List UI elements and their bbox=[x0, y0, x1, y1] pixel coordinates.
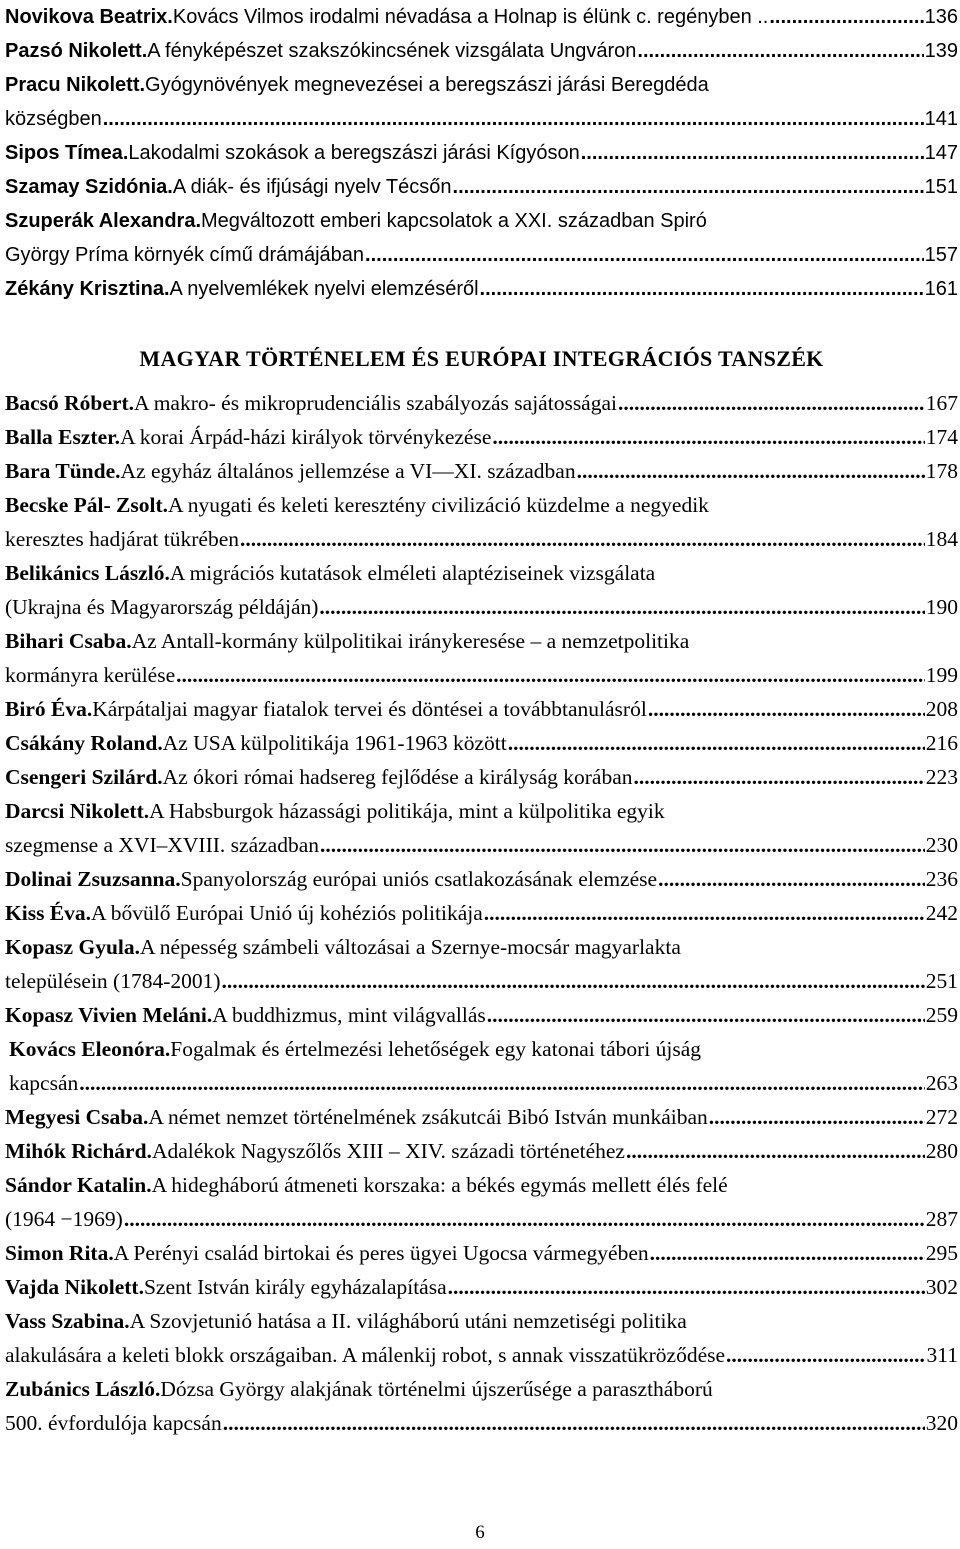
toc-page-number: 184 bbox=[925, 527, 958, 551]
toc-leader-dots bbox=[79, 1066, 925, 1100]
toc-title: A fényképészet szakszókincsének vizsgálata Ungváron bbox=[147, 40, 637, 62]
toc-page-number: 295 bbox=[925, 1241, 958, 1265]
toc-title-continued: alakulására a keleti blokk országaiban. A málenkij robot, s annak visszatükröződése bbox=[5, 1343, 726, 1367]
toc-title: Megváltozott emberi kapcsolatok a XXI. században Spiró bbox=[201, 210, 707, 232]
toc-page-number: 161 bbox=[924, 278, 958, 300]
toc-author: Simon Rita. bbox=[5, 1241, 114, 1265]
toc-title: A migrációs kutatások elméleti alaptéziseinek vizsgálata bbox=[169, 561, 656, 585]
toc-author: Csengeri Szilárd. bbox=[5, 765, 163, 789]
toc-title: A német nemzet történelmének zsákutcái Bibó István munkáiban bbox=[148, 1105, 708, 1129]
toc-leader-dots bbox=[222, 964, 925, 998]
toc-entry-line bbox=[5, 420, 958, 454]
toc-author: Kopasz Gyula. bbox=[5, 935, 140, 959]
toc-entry-line bbox=[5, 34, 958, 68]
toc-title-continued: keresztes hadjárat tükrében bbox=[5, 527, 239, 551]
toc-entry-line bbox=[5, 488, 958, 522]
toc-entry-line bbox=[5, 760, 958, 794]
toc-page-number: 216 bbox=[925, 731, 958, 755]
toc-title: Kovács Vilmos irodalmi névadása a Holnap is élünk c. regényben .. bbox=[172, 6, 769, 28]
toc-author: Sándor Katalin. bbox=[5, 1173, 152, 1197]
toc-page-number: 167 bbox=[925, 391, 958, 415]
toc-leader-dots bbox=[769, 0, 923, 34]
toc-title: Szent István király egyházalapítása bbox=[143, 1275, 447, 1299]
toc-page-number: 280 bbox=[925, 1139, 958, 1163]
toc-page-number: 151 bbox=[924, 176, 958, 198]
page-number: 6 bbox=[475, 1522, 485, 1543]
toc-entry-line bbox=[5, 998, 958, 1032]
toc-title: Az Antall-kormány külpolitikai iránykeresése – a nemzetpolitika bbox=[131, 629, 690, 653]
toc-title-continued: településein (1784-2001) bbox=[5, 969, 221, 993]
toc-entry-line bbox=[5, 170, 958, 204]
toc-entry-line bbox=[5, 964, 958, 998]
toc-author: Darcsi Nikolett. bbox=[5, 799, 150, 823]
toc-title: Gyógynövények megnevezései a beregszászi járási Beregdéda bbox=[145, 74, 709, 96]
toc-entry-line bbox=[5, 1134, 958, 1168]
toc-entry-line bbox=[5, 1032, 958, 1066]
toc-author: Biró Éva. bbox=[5, 697, 93, 721]
toc-entry-line bbox=[5, 726, 958, 760]
toc-title: A Habsburgok házassági politikája, mint a külpolitika egyik bbox=[149, 799, 665, 823]
toc-title: A népesség számbeli változásai a Szernye-mocsár magyarlakta bbox=[140, 935, 681, 959]
toc-entry-line bbox=[5, 238, 958, 272]
toc-entry-line bbox=[5, 68, 958, 102]
toc-leader-dots bbox=[658, 862, 925, 896]
toc-leader-dots bbox=[508, 726, 925, 760]
toc-entry-line bbox=[5, 590, 958, 624]
toc-title-continued: György Príma környék című drámájában bbox=[5, 244, 365, 266]
toc-leader-dots bbox=[103, 102, 924, 136]
toc-page-number: 223 bbox=[925, 765, 958, 789]
toc-leader-dots bbox=[223, 1406, 925, 1440]
toc-title-continued: községben bbox=[5, 108, 102, 130]
toc-author: Bara Tünde. bbox=[5, 459, 121, 483]
toc-leader-dots bbox=[480, 272, 924, 306]
toc-author: Bacsó Róbert. bbox=[5, 391, 134, 415]
toc-author: Szuperák Alexandra. bbox=[5, 210, 202, 232]
toc-entry-line bbox=[5, 102, 958, 136]
toc-author: Becske Pál- Zsolt. bbox=[5, 493, 169, 517]
toc-page-number: 139 bbox=[924, 40, 958, 62]
toc-leader-dots bbox=[176, 658, 925, 692]
toc-author: Pazsó Nikolett. bbox=[5, 40, 148, 62]
toc-author: Sipos Tímea. bbox=[5, 142, 129, 164]
toc-leader-dots bbox=[637, 34, 923, 68]
toc-title-continued: 500. évfordulója kapcsán bbox=[5, 1411, 222, 1435]
toc-author: Kopasz Vivien Meláni. bbox=[5, 1003, 213, 1027]
toc-entry-line bbox=[5, 1338, 958, 1372]
toc-page-number: 242 bbox=[925, 901, 958, 925]
toc-page-number: 236 bbox=[925, 867, 958, 891]
toc-leader-dots bbox=[124, 1202, 925, 1236]
toc-author: Belikánics László. bbox=[5, 561, 170, 585]
toc-title-continued: (1964 −1969) bbox=[5, 1207, 123, 1231]
toc-entry-line bbox=[5, 794, 958, 828]
toc-leader-dots bbox=[484, 896, 925, 930]
toc-leader-dots bbox=[581, 136, 924, 170]
toc-title: A buddhizmus, mint világvallás bbox=[212, 1003, 486, 1027]
toc-title: Kárpátaljai magyar fiatalok tervei és döntései a továbbtanulásról bbox=[92, 697, 647, 721]
toc-entry-line bbox=[5, 1066, 958, 1100]
toc-author: Szamay Szidónia. bbox=[5, 176, 173, 198]
toc-author: Vajda Nikolett. bbox=[5, 1275, 144, 1299]
toc-entry-line bbox=[5, 1270, 958, 1304]
toc-title: A makro- és mikroprudenciális szabályozás sajátosságai bbox=[133, 391, 617, 415]
toc-entry-line bbox=[5, 862, 958, 896]
toc-page-number: 136 bbox=[924, 6, 958, 28]
toc-page-number: 190 bbox=[925, 595, 958, 619]
toc-title: Az USA külpolitikája 1961-1963 között bbox=[162, 731, 507, 755]
toc-page-number: 320 bbox=[925, 1411, 958, 1435]
toc-author: Kiss Éva. bbox=[5, 901, 92, 925]
toc-entry-line bbox=[5, 272, 958, 306]
toc-title-continued: (Ukrajna és Magyarország példáján) bbox=[5, 595, 319, 619]
toc-page-number: 174 bbox=[925, 425, 958, 449]
toc-title: Az ókori római hadsereg fejlődése a királyság korában bbox=[162, 765, 633, 789]
toc-page-number: 178 bbox=[925, 459, 958, 483]
toc-title: Fogalmak és értelmezési lehetőségek egy katonai tábori újság bbox=[170, 1037, 701, 1061]
toc-leader-dots bbox=[453, 170, 924, 204]
toc-author: Zékány Krisztina. bbox=[5, 278, 170, 300]
toc-page-number: 141 bbox=[924, 108, 958, 130]
toc-entry-line bbox=[5, 896, 958, 930]
toc-entry-line bbox=[5, 1406, 958, 1440]
toc-title: Adalékok Nagyszőlős XIII – XIV. századi történetéhez bbox=[151, 1139, 625, 1163]
toc-title: A Perényi család birtokai és peres ügyei Ugocsa vármegyében bbox=[113, 1241, 649, 1265]
toc-title-continued: kormányra kerülése bbox=[5, 663, 176, 687]
toc-author: Csákány Roland. bbox=[5, 731, 163, 755]
toc-title: A nyugati és keleti keresztény civilizáció küzdelme a negyedik bbox=[168, 493, 709, 517]
table-of-contents bbox=[5, 0, 958, 1440]
toc-entry-line bbox=[5, 0, 958, 34]
toc-leader-dots bbox=[577, 454, 925, 488]
toc-leader-dots bbox=[492, 420, 924, 454]
toc-entry-line bbox=[5, 1372, 958, 1406]
toc-leader-dots bbox=[319, 590, 924, 624]
toc-author: Balla Eszter. bbox=[5, 425, 121, 449]
toc-page-number: 147 bbox=[924, 142, 958, 164]
toc-entry-line bbox=[5, 828, 958, 862]
toc-leader-dots bbox=[240, 522, 925, 556]
toc-leader-dots bbox=[448, 1270, 925, 1304]
toc-entry-line bbox=[5, 454, 958, 488]
toc-title: Az egyház általános jellemzése a VI—XI. században bbox=[120, 459, 576, 483]
toc-title: Spanyolország európai uniós csatlakozásának elemzése bbox=[180, 867, 658, 891]
toc-entry-line bbox=[5, 556, 958, 590]
toc-page-number: 287 bbox=[925, 1207, 958, 1231]
toc-entry-line bbox=[5, 1236, 958, 1270]
toc-page-number: 272 bbox=[925, 1105, 958, 1129]
toc-entry-line bbox=[5, 1304, 958, 1338]
toc-author: Megyesi Csaba. bbox=[5, 1105, 149, 1129]
toc-author: Bihari Csaba. bbox=[5, 629, 132, 653]
toc-entry-line bbox=[5, 624, 958, 658]
toc-title: A hidegháború átmeneti korszaka: a békés egymás mellett élés felé bbox=[151, 1173, 728, 1197]
toc-leader-dots bbox=[726, 1338, 926, 1372]
section-heading: MAGYAR TÖRTÉNELEM ÉS EURÓPAI INTEGRÁCIÓS TANSZÉK bbox=[139, 346, 824, 371]
toc-page-number: 157 bbox=[924, 244, 958, 266]
toc-author: Vass Szabina. bbox=[5, 1309, 130, 1333]
toc-title: A Szovjetunió hatása a II. világháború utáni nemzetiségi politika bbox=[129, 1309, 687, 1333]
toc-leader-dots bbox=[634, 760, 925, 794]
toc-title: A nyelvemlékek nyelvi elemzéséről bbox=[169, 278, 479, 300]
toc-page-number: 199 bbox=[925, 663, 958, 687]
toc-author: Pracu Nikolett. bbox=[5, 74, 146, 96]
toc-page-number: 208 bbox=[925, 697, 958, 721]
toc-leader-dots bbox=[618, 386, 925, 420]
toc-author: Novikova Beatrix. bbox=[5, 6, 173, 28]
toc-title: Dózsa György alakjának történelmi újszerűsége a parasztháború bbox=[160, 1377, 713, 1401]
toc-page-number: 230 bbox=[925, 833, 958, 857]
toc-page-number: 263 bbox=[925, 1071, 958, 1095]
toc-entry-line bbox=[5, 658, 958, 692]
toc-title: A diák- és ifjúsági nyelv Técsőn bbox=[172, 176, 452, 198]
toc-entry-line bbox=[5, 1168, 958, 1202]
toc-entry-line bbox=[5, 692, 958, 726]
toc-entry-line bbox=[5, 386, 958, 420]
toc-author: Kovács Eleonóra. bbox=[9, 1037, 171, 1061]
toc-page-number: 302 bbox=[925, 1275, 958, 1299]
toc-author: Dolinai Zsuzsanna. bbox=[5, 867, 181, 891]
toc-entry-line bbox=[5, 522, 958, 556]
toc-author: Zubánics László. bbox=[5, 1377, 161, 1401]
toc-leader-dots bbox=[648, 692, 925, 726]
toc-author: Mihók Richárd. bbox=[5, 1139, 152, 1163]
toc-title: A korai Árpád-házi királyok törvénykezése bbox=[120, 425, 492, 449]
toc-entry-line bbox=[5, 204, 958, 238]
toc-leader-dots bbox=[487, 998, 925, 1032]
toc-title-continued: kapcsán bbox=[9, 1071, 79, 1095]
toc-entry-line bbox=[5, 1100, 958, 1134]
toc-leader-dots bbox=[650, 1236, 925, 1270]
toc-leader-dots bbox=[709, 1100, 925, 1134]
toc-leader-dots bbox=[365, 238, 924, 272]
toc-page-number: 259 bbox=[925, 1003, 958, 1027]
toc-title: A bővülő Európai Unió új kohéziós politikája bbox=[91, 901, 483, 925]
toc-leader-dots bbox=[320, 828, 925, 862]
toc-entry-line bbox=[5, 930, 958, 964]
toc-page-number: 311 bbox=[926, 1343, 958, 1367]
toc-entry-line bbox=[5, 136, 958, 170]
toc-page-number: 251 bbox=[925, 969, 958, 993]
toc-title: Lakodalmi szokások a beregszászi járási Kígyóson bbox=[128, 142, 580, 164]
toc-entry-line bbox=[5, 1202, 958, 1236]
toc-title-continued: szegmense a XVI–XVIII. században bbox=[5, 833, 319, 857]
toc-leader-dots bbox=[626, 1134, 925, 1168]
